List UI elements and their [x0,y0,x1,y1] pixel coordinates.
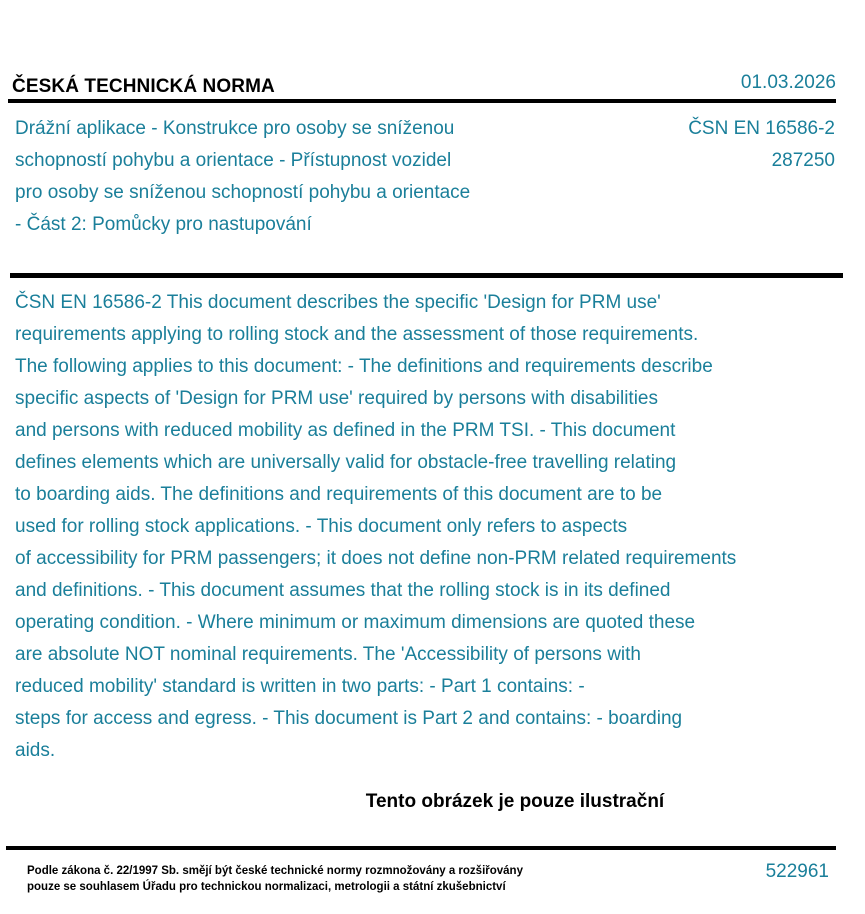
title-divider [10,273,843,278]
document-header-title: ČESKÁ TECHNICKÁ NORMA [12,76,275,97]
document-number: 522961 [765,861,829,882]
description-line: and persons with reduced mobility as defined in the PRM TSI. - This document [15,420,676,441]
description-line: specific aspects of 'Design for PRM use' required by persons with disabilities [15,388,658,409]
legal-notice-line: pouze se souhlasem Úřadu pro technickou normalizaci, metrologii a státní zkušebnictví [27,881,506,893]
description-line: The following applies to this document: - The definitions and requirements describe [15,356,713,377]
standard-identifiers [688,113,835,177]
description-line: used for rolling stock applications. - This document only refers to aspects [15,516,628,537]
description-line: steps for access and egress. - This document is Part 2 and contains: - boarding [15,708,683,729]
legal-notice-line: Podle zákona č. 22/1997 Sb. smějí být české technické normy rozmnožovány a rozšiřovány [27,865,523,877]
description-line: operating condition. - Where minimum or maximum dimensions are quoted these [15,612,696,633]
standard-title-line: - Část 2: Pomůcky pro nastupování [15,214,312,235]
legal-notice [27,863,523,895]
class-number: 287250 [771,150,835,171]
description-line: to boarding aids. The definitions and requirements of this document are to be [15,484,663,505]
description-line: ČSN EN 16586-2 This document describes the specific 'Design for PRM use' [15,292,661,313]
description-line: are absolute NOT nominal requirements. The 'Accessibility of persons with [15,644,641,665]
footer-divider [6,846,836,850]
description-line: reduced mobility' standard is written in two parts: - Part 1 contains: - [15,676,585,697]
standard-title [15,113,545,241]
standard-title-line: Drážní aplikace - Konstrukce pro osoby se sníženou [15,118,455,139]
description-line: aids. [15,740,56,761]
illustration-note: Tento obrázek je pouze ilustrační [365,791,665,812]
description-line: of accessibility for PRM passengers; it does not define non-PRM related requirements [15,548,737,569]
description-line: requirements applying to rolling stock and the assessment of those requirements. [15,324,699,345]
standard-description [15,287,855,767]
description-line: and definitions. - This document assumes that the rolling stock is in its defined [15,580,671,601]
description-line: defines elements which are universally valid for obstacle-free travelling relating [15,452,677,473]
publication-date: 01.03.2026 [740,72,836,93]
standard-title-line: schopností pohybu a orientace - Přístupnost vozidel [15,150,452,171]
header-divider [8,99,836,103]
standard-title-line: pro osoby se sníženou schopností pohybu a orientace [15,182,471,203]
standard-code: ČSN EN 16586-2 [688,118,835,139]
